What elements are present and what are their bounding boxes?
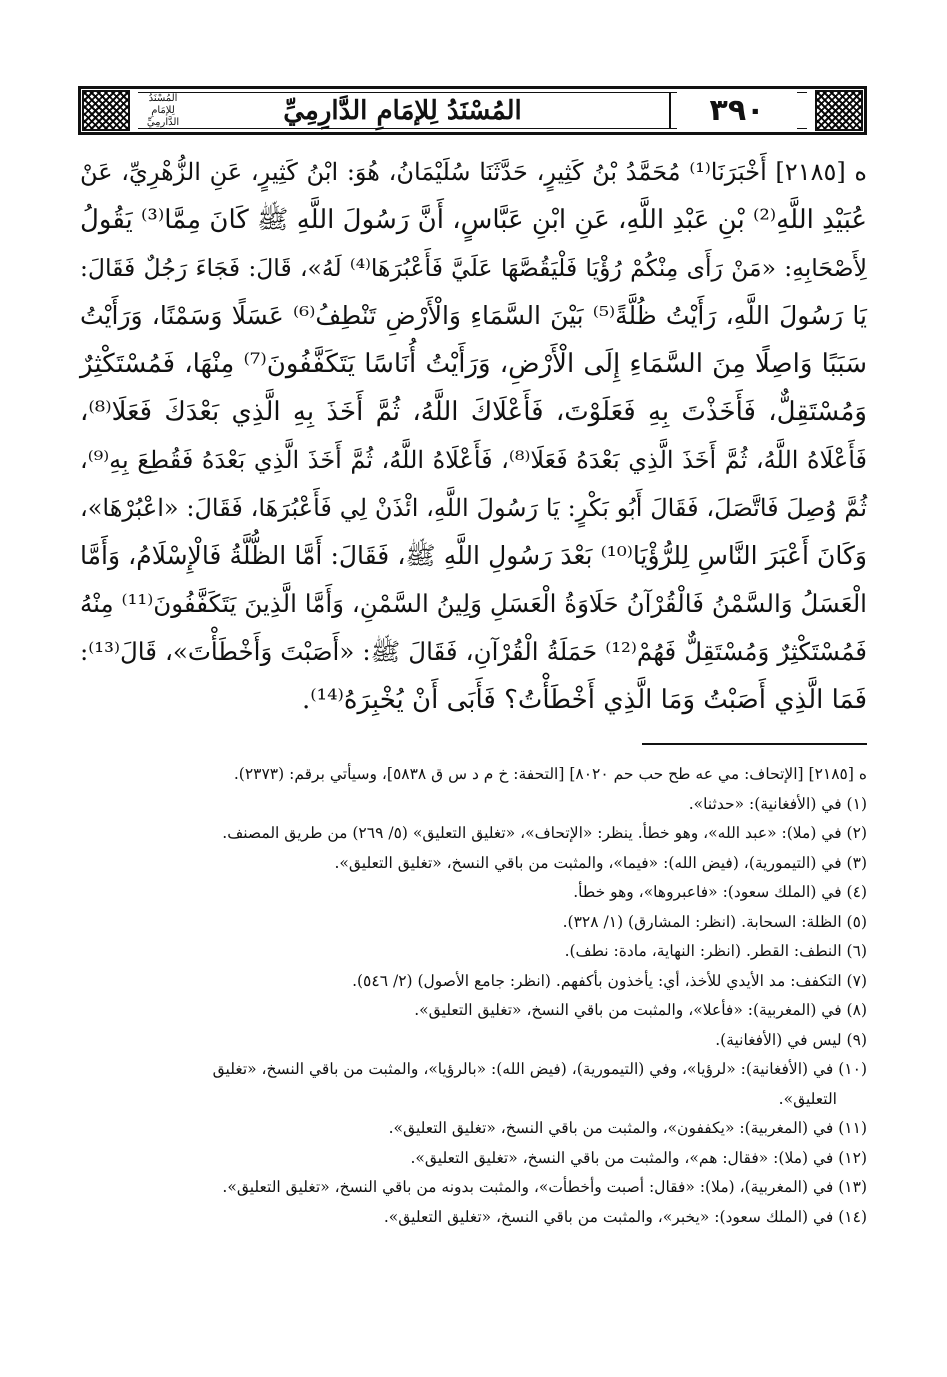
footnote: (٤) في (الملك سعود): «فاعبروها»، وهو خطأ. — [573, 883, 867, 901]
text-line: الْعَسَلُ وَالسَّمْنُ فَالْقُرْآنُ حَلَاوَةُ الْعَسَلِ وَلِينُ السَّمْنِ، وَأَمَّا الَّذِينَ يَتَكَفَّفُونَ⁽¹¹⁾ مِنْهُ — [80, 589, 867, 618]
footnote: (١٢) في (ملا): «فقال: هم»، والمثبت من باقي النسخ، «تغليق التعليق». — [410, 1148, 867, 1167]
text-line: لِأَصْحَابِهِ: «مَنْ رَأَى مِنْكُمْ رُؤْيَا فَلْيَقُصَّهَا عَلَيَّ فَأَعْبُرَهَا⁽⁴⁾ لَهُ»، قَالَ: فَجَاءَ رَجُلٌ فَقَالَ: — [80, 254, 867, 282]
header-seal: المُسْنَدُ لِلإمَامِ الدَّارِمِيِّ — [146, 92, 180, 128]
footnote: (٣) في (التيمورية)، (فيض الله): «فيما»، والمثبت من باقي النسخ، «تغليق التعليق». — [334, 853, 867, 872]
hadith-text — [80, 148, 867, 724]
footnote: (١) في (الأفغانية): «حدثنا». — [688, 794, 867, 813]
text-line: سَبَبًا وَاصِلًا مِنَ السَّمَاءِ إِلَى الْأَرْضِ، وَرَأَيْتُ أُنَاسًا يَتَكَفَّفُونَ⁽⁷⁾ مِنْهَا، فَمُسْتَكْثِرٌ — [80, 349, 867, 379]
header-divider — [669, 92, 671, 129]
text-line: وَمُسْتَقِلٌّ، فَأَخَذْتَ بِهِ فَعَلَوْتَ، فَأَعْلَاكَ اللَّهُ، ثُمَّ أَخَذَ بِهِ الَّذِي بَعْدَكَ فَعَلَا⁽⁸⁾، — [80, 397, 867, 427]
ornament-right-icon — [815, 90, 863, 131]
text-line: يَا رَسُولَ اللَّهِ، رَأَيْتُ ظُلَّةً⁽⁵⁾ بَيْنَ السَّمَاءِ وَالْأَرْضِ تَنْطِفُ⁽⁶⁾ عَسَلًا وَسَمْنًا، وَرَأَيْتُ — [80, 301, 867, 330]
ornament-left-icon — [82, 90, 130, 131]
text-line: فَمَا الَّذِي أَصَبْتُ وَمَا الَّذِي أَخْطَأْتُ؟ فَأَبَى أَنْ يُخْبِرَهُ⁽¹⁴⁾. — [302, 685, 867, 715]
footnote: (٩) ليس في (الأفغانية). — [715, 1030, 867, 1049]
footnote: (٧) التكفف: مد الأيدي للأخذ، أي: يأخذون بأكفهم. (انظر: جامع الأصول) (٢/ ٥٤٦). — [352, 971, 867, 990]
footnotes — [80, 760, 867, 1232]
footnote-continuation: التعليق». — [778, 1089, 837, 1108]
running-title: المُسْنَدُ لِلإمَامِ الدَّارِمِيِّ — [283, 95, 522, 126]
text-line: عُبَيْدِ اللَّهِ⁽²⁾ بْنِ عَبْدِ اللَّهِ، عَنِ ابْنِ عَبَّاسٍ، أَنَّ رَسُولَ اللَّهِ ﷺ كَانَ مِمَّا⁽³⁾ يَقُولُ — [80, 205, 867, 235]
footnote: (٦) النطف: القطر. (انظر: النهاية، مادة: نطف). — [564, 942, 867, 960]
text-line: فَمُسْتَكْثِرٌ وَمُسْتَقِلٌّ فَهُمْ⁽¹²⁾ حَمَلَةُ الْقُرْآنِ، فَقَالَ ﷺ: «أَصَبْتَ وَأَخْطَأْتَ»، قَالَ⁽¹³⁾: — [80, 637, 867, 666]
footnote: (٢) في (ملا): «عبد الله»، وهو خطأ. ينظر: «الإتحاف»، «تغليق التعليق» (٥/ ٢٦٩) من طريق المصنف. — [222, 824, 867, 842]
text-line: ه [٢١٨٥] أَخْبَرَنَا⁽¹⁾ مُحَمَّدُ بْنُ كَثِيرٍ، حَدَّثَنَا سُلَيْمَانُ، هُوَ: ابْنُ كَثِيرٍ، عَنِ الزُّهْرِيِّ، عَنْ — [80, 158, 867, 186]
footnote: (٨) في (المغربية): «فأعلا»، والمثبت من باقي النسخ، «تغليق التعليق». — [414, 1001, 867, 1019]
text-line: وَكَانَ أَعْبَرَ النَّاسِ لِلرُّؤْيَا⁽¹⁰⁾ بَعْدَ رَسُولِ اللَّهِ ﷺ، فَقَالَ: أَمَّا الظُّلَّةُ فَالْإِسْلَامُ، وَأَمَّا — [80, 541, 867, 570]
footnote: (١٣) في (المغربية)، (ملا): «فقال: أصبت وأخطأت»، والمثبت بدونه من باقي النسخ، «تغليق التعليق». — [222, 1178, 867, 1196]
page-header — [78, 86, 867, 135]
footnote-separator — [642, 743, 867, 745]
page-number: ٣٩٠ — [677, 92, 797, 129]
footnote-source: ه [٢١٨٥] [الإتحاف: مي عه طح حب حم ٨٠٢٠] [التحفة: خ م د س ق ٥٨٣٨]، وسيأتي برقم: (٢٣٧٣). — [233, 765, 867, 783]
text-line: ثُمَّ وُصِلَ فَاتَّصَلَ، فَقَالَ أَبُو بَكْرٍ: يَا رَسُولَ اللَّهِ، ائْذَنْ لِي فَأَعْبُرَهَا، فَقَالَ: «اعْبُرْهَا»، — [80, 494, 867, 522]
footnote: (٥) الظلة: السحابة. (انظر: المشارق) (١/ ٣٢٨). — [562, 912, 867, 931]
footnote: (١١) في (المغربية): «يكففون»، والمثبت من باقي النسخ، «تغليق التعليق». — [388, 1119, 867, 1137]
text-line: فَأَعْلَاهُ اللَّهُ، ثُمَّ أَخَذَ الَّذِي بَعْدَهُ فَعَلَا⁽⁸⁾، فَأَعْلَاهُ اللَّهُ، ثُمَّ أَخَذَ الَّذِي بَعْدَهُ فَقُطِعَ بِهِ⁽⁹⁾، — [80, 446, 868, 474]
footnote: (١٤) في (الملك سعود): «يخبر»، والمثبت من باقي النسخ، «تغليق التعليق». — [383, 1207, 867, 1226]
footnote: (١٠) في (الأفغانية): «لرؤيا»، وفي (التيمورية)، (فيض الله): «بالرؤيا»، والمثبت من باقي النسخ، «تغليق — [212, 1060, 867, 1078]
